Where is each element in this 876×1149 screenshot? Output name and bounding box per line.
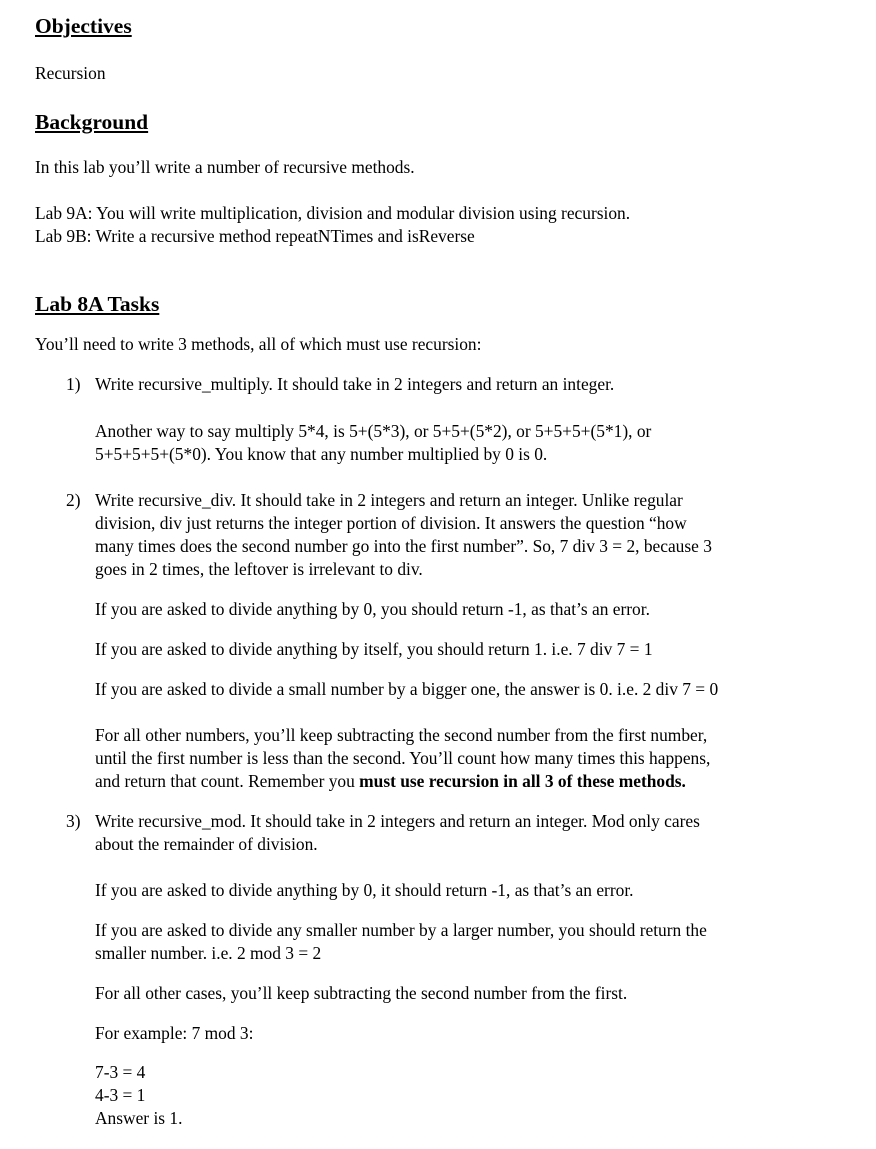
item-3-line: 4-3 = 1 [95,1085,146,1105]
background-lab9b: Lab 9B: Write a recursive method repeatNTimes and isReverse [35,226,475,246]
item-2-last-line [95,770,686,793]
background-intro: In this lab you’ll write a number of recursive methods. [35,157,415,177]
item-2-line: until the first number is less than the second. You’ll count how many times this happens, [95,748,711,768]
item-2-line: For all other numbers, you’ll keep subtracting the second number from the first number, [95,725,708,745]
item-1-number: 1) [66,374,81,394]
tasks-intro: You’ll need to write 3 methods, all of which must use recursion: [35,334,482,354]
item-2-line: goes in 2 times, the leftover is irrelevant to div. [95,559,423,579]
objectives-text: Recursion [35,63,106,83]
background-lab9a: Lab 9A: You will write multiplication, division and modular division using recursion. [35,203,631,223]
item-3-line: about the remainder of division. [95,834,318,854]
item-1-line: Write recursive_multiply. It should take in 2 integers and return an integer. [95,374,615,394]
item-2-line: Write recursive_div. It should take in 2 integers and return an integer. Unlike regular [95,490,683,510]
item-3-line: If you are asked to divide anything by 0, it should return -1, as that’s an error. [95,880,634,900]
item-3-line: Write recursive_mod. It should take in 2 integers and return an integer. Mod only cares [95,811,700,831]
item-2-line: division, div just returns the integer portion of division. It answers the question “how [95,513,687,533]
item-1-line: 5+5+5+5+(5*0). You know that any number multiplied by 0 is 0. [95,444,548,464]
heading-objectives: Objectives [35,14,132,38]
item-2-number: 2) [66,490,81,510]
item-3-line: If you are asked to divide any smaller number by a larger number, you should return the [95,920,707,940]
item-3-line: 7-3 = 4 [95,1062,146,1082]
item-3-line: smaller number. i.e. 2 mod 3 = 2 [95,943,322,963]
item-1-line: Another way to say multiply 5*4, is 5+(5*3), or 5+5+(5*2), or 5+5+5+(5*1), or [95,421,652,441]
item-2-line: many times does the second number go into the first number”. So, 7 div 3 = 2, because 3 [95,536,712,556]
item-2-last-line-prefix: and return that count. Remember you [95,771,360,791]
item-2-last-line-bold: must use recursion in all 3 of these methods. [359,771,686,791]
item-3-line: Answer is 1. [95,1108,183,1128]
item-2-line: If you are asked to divide anything by itself, you should return 1. i.e. 7 div 7 = 1 [95,639,653,659]
item-3-line: For all other cases, you’ll keep subtracting the second number from the first. [95,983,628,1003]
heading-background: Background [35,110,149,134]
item-3-line: For example: 7 mod 3: [95,1023,254,1043]
item-3-number: 3) [66,811,81,831]
item-2-line: If you are asked to divide anything by 0, you should return -1, as that’s an error. [95,599,650,619]
item-2-line: If you are asked to divide a small number by a bigger one, the answer is 0. i.e. 2 div 7 = 0 [95,679,719,699]
heading-tasks: Lab 8A Tasks [35,292,160,316]
